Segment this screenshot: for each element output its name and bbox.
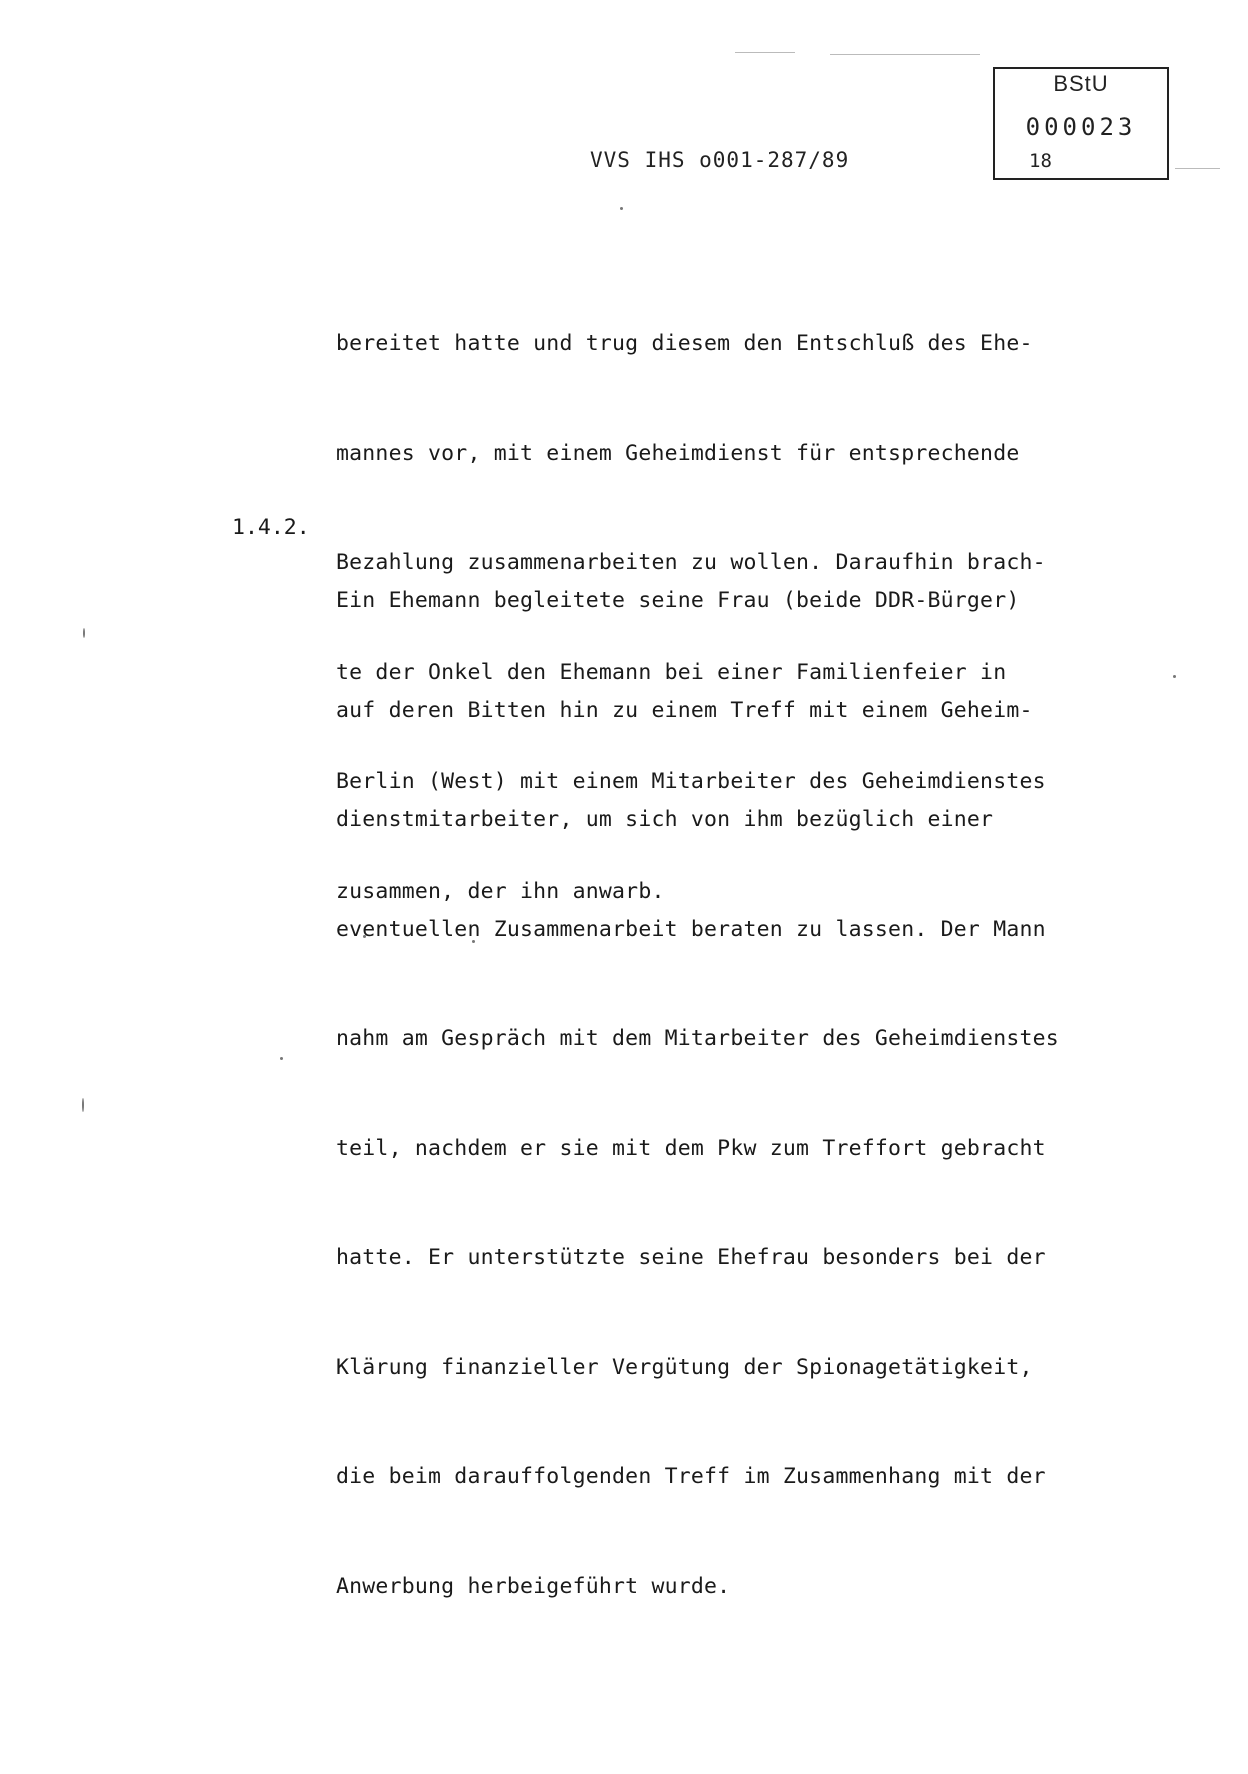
section-paragraph xyxy=(336,510,1166,1678)
scan-artifact xyxy=(280,1057,283,1060)
section-number: 1.4.2. xyxy=(232,515,310,540)
text-line: bereitet hatte und trug diesem den Entschluß des Ehe- xyxy=(336,331,1033,356)
scan-artifact xyxy=(82,1098,84,1112)
scan-artifact xyxy=(1173,675,1176,678)
text-line: Bezahlung zusammenarbeiten zu wollen. Daraufhin brach- xyxy=(336,550,1046,575)
text-line: Ein Ehemann begleitete seine Frau (beide DDR-Bürger) xyxy=(336,588,1020,613)
scan-artifact xyxy=(830,54,980,55)
text-line: dienstmitarbeiter, um sich von ihm bezüglich einer xyxy=(336,807,994,832)
text-line: auf deren Bitten hin zu einem Treff mit einem Geheim- xyxy=(336,697,1033,723)
text-line: mannes vor, mit einem Geheimdienst für entsprechende xyxy=(336,440,1020,466)
scan-artifact xyxy=(83,628,85,638)
text-line: Klärung finanzieller Vergütung der Spionagetätigkeit, xyxy=(336,1354,1033,1380)
text-line: zusammen, der ihn anwarb. xyxy=(336,878,665,904)
text-line: hatte. Er unterstützte seine Ehefrau besonders bei der xyxy=(336,1245,1046,1270)
scan-artifact xyxy=(735,52,795,53)
text-line: Berlin (West) mit einem Mitarbeiter des Geheimdienstes xyxy=(336,769,1046,794)
scan-artifact xyxy=(620,207,623,210)
text-line: Anwerbung herbeigeführt wurde. xyxy=(336,1573,731,1599)
text-line: te der Onkel den Ehemann bei einer Familienfeier in xyxy=(336,659,1007,685)
text-line: teil, nachdem er sie mit dem Pkw zum Treffort gebracht xyxy=(336,1135,1046,1161)
text-line: nahm am Gespräch mit dem Mitarbeiter des Geheimdienstes xyxy=(336,1026,1059,1051)
text-line: die beim darauffolgenden Treff im Zusammenhang mit der xyxy=(336,1464,1046,1489)
stamp-agency: BStU xyxy=(1053,71,1109,96)
scan-artifact xyxy=(1175,168,1220,169)
archive-stamp xyxy=(993,67,1169,180)
stamp-number: 000023 xyxy=(1025,113,1137,141)
text-line: eventuellen Zusammenarbeit beraten zu lassen. Der Mann xyxy=(336,916,1046,942)
document-reference: VVS IHS o001-287/89 xyxy=(590,148,850,172)
stamp-page-number: 18 xyxy=(1029,150,1052,172)
